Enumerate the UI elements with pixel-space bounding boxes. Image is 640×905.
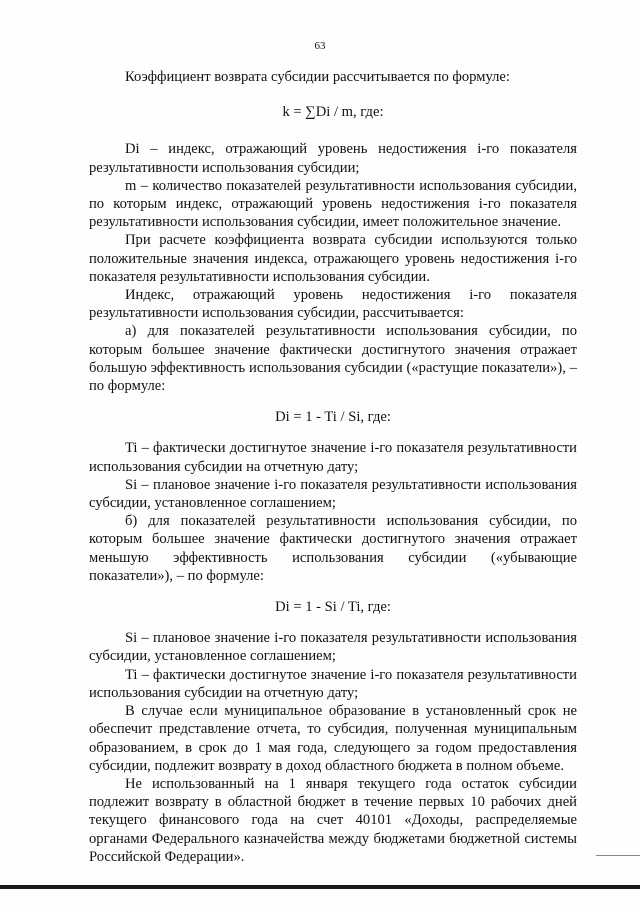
page-number: 63: [314, 40, 326, 52]
paragraph-report-failure: В случае если муниципальное образование в установленный срок не обеспечит представление отчета, то субсидия, полученная муниципальным образованием, в срок до 1 мая года, следующего за годом предоставления субсидии, подлежит возврату в доход областного бюджета в полном объеме.: [89, 703, 577, 774]
formula-k: k = ∑Di / m, где:: [282, 104, 384, 121]
formula-di-growing: Di = 1 - Ti / Si, где:: [275, 409, 391, 426]
definition-ti-2: Ti – фактически достигнутое значение i-го показателя результативности использования субсидии на отчетную дату;: [89, 666, 577, 701]
definition-di: Di – индекс, отражающий уровень недостижения i-го показателя результативности использования субсидии;: [89, 141, 577, 176]
definition-ti: Ti – фактически достигнутое значение i-го показателя результативности использования субсидии на отчетную дату;: [89, 440, 577, 475]
definition-si-2: Si – плановое значение i-го показателя результативности использования субсидии, установленное соглашением;: [89, 630, 577, 665]
formula-di-decreasing: Di = 1 - Si / Ti, где:: [275, 599, 391, 616]
scan-edge-line: [596, 855, 640, 856]
formula-intro: Коэффициент возврата субсидии рассчитывается по формуле:: [125, 69, 510, 85]
definition-m: m – количество показателей результативности использования субсидии, по которым индекс, отражающий уровень недостижения i-го показателя результативности использования субсидии, имеет положительное значение.: [89, 177, 577, 231]
paragraph-decreasing-indicators: б) для показателей результативности использования субсидии, по которым большее значение фактически достигнутого значения отражает меньшую эффективность использования субсидии («убывающие показатели»), – по формуле:: [89, 513, 577, 584]
definition-si: Si – плановое значение i-го показателя результативности использования субсидии, установленное соглашением;: [89, 476, 577, 512]
page-bottom-border: [0, 885, 640, 889]
paragraph-growing-indicators: а) для показателей результативности использования субсидии, по которым большее значение фактически достигнутого значения отражает большую эффективность использования субсидии («растущие показатели»), – по формуле:: [89, 323, 577, 395]
document-body: [89, 68, 577, 866]
paragraph-unused-balance: Не использованный на 1 января текущего года остаток субсидии подлежит возврату в областной бюджет в течение первых 10 рабочих дней текущего финансового года на счет 40101 «Доходы, распределяемые органами Федерального казначейства между бюджетами бюджетной системы Российской Федерации».: [89, 775, 577, 865]
paragraph-positive-values: При расчете коэффициента возврата субсидии используются только положительные значения индекса, отражающего уровень недостижения i-го показателя результативности использования субсидии.: [89, 232, 577, 285]
paragraph-index-calc: Индекс, отражающий уровень недостижения i-го показателя результативности использования субсидии, рассчитывается:: [89, 287, 577, 322]
